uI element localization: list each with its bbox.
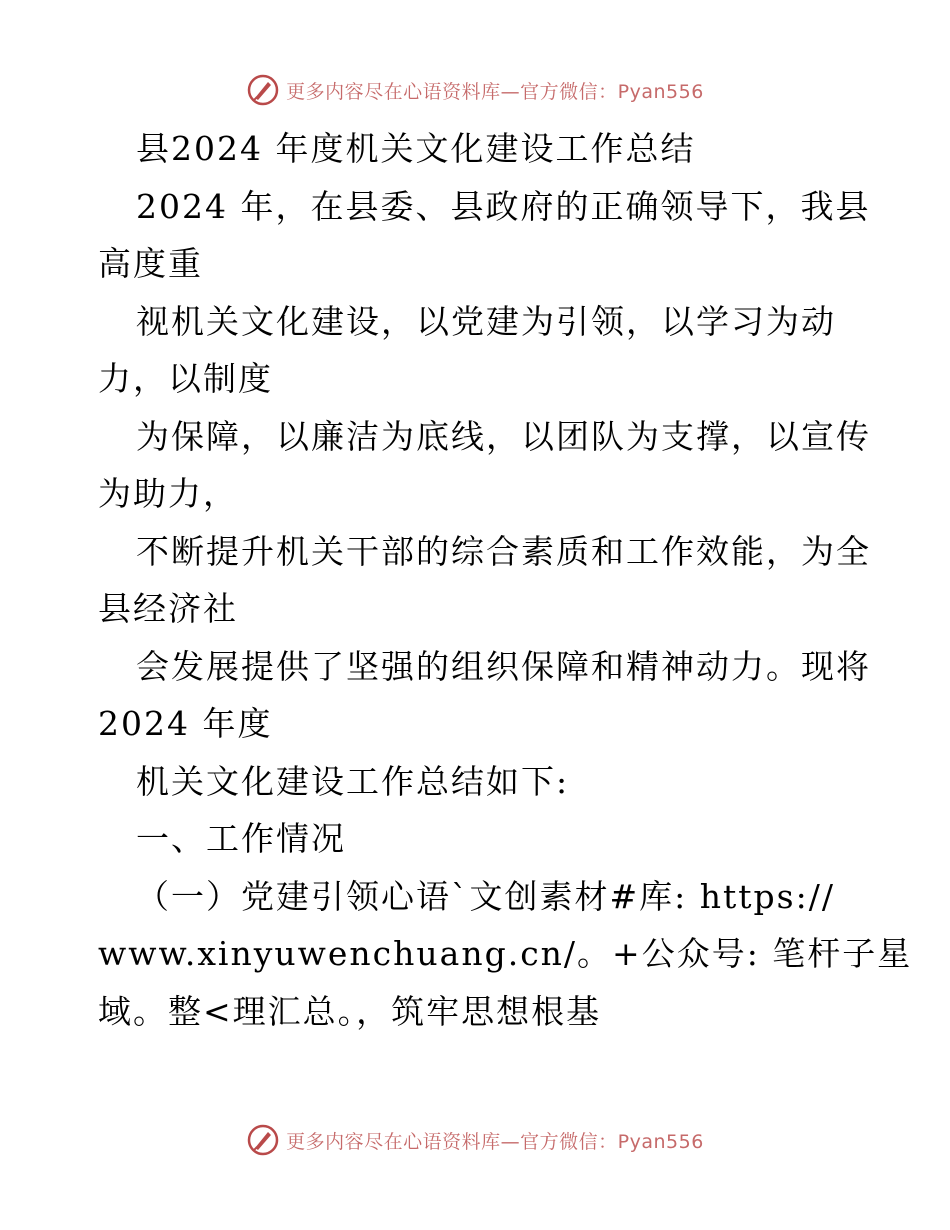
paragraph-line: 县经济社 bbox=[98, 589, 238, 628]
document-title: 县2024 年度机关文化建设工作总结 bbox=[136, 129, 696, 168]
paragraph-line: 为助力， bbox=[98, 474, 238, 513]
paragraph-line: 2024 年，在县委、县政府的正确领导下，我县 bbox=[136, 186, 871, 226]
quill-logo-icon bbox=[246, 73, 280, 107]
paragraph-line: 机关文化建设工作总结如下: bbox=[136, 761, 570, 801]
subsection-heading: （一）党建引领心语`文创素材#库: https:// bbox=[136, 876, 835, 916]
paragraph-line: 会发展提供了坚强的组织保障和精神动力。现将 bbox=[136, 646, 871, 686]
document-body bbox=[98, 120, 913, 1040]
paragraph-line: 不断提升机关干部的综合素质和工作效能，为全 bbox=[136, 531, 871, 571]
paragraph-line: 域。整<理汇总。，筑牢思想根基 bbox=[98, 991, 602, 1031]
paragraph-line: www.xinyuwenchuang.cn/。+公众号: 笔杆子星 bbox=[98, 934, 913, 973]
paragraph-line: 高度重 bbox=[98, 244, 203, 283]
paragraph-line: 视机关文化建设，以党建为引领，以学习为动 bbox=[136, 301, 836, 341]
header-watermark-text: 更多内容尽在心语资料库—官方微信：Pyan556 bbox=[286, 80, 704, 103]
footer-watermark-text: 更多内容尽在心语资料库—官方微信：Pyan556 bbox=[286, 1130, 704, 1153]
paragraph-line: 为保障，以廉洁为底线，以团队为支撑，以宣传 bbox=[136, 416, 871, 456]
paragraph-line: 力，以制度 bbox=[98, 359, 273, 398]
quill-logo-icon bbox=[246, 1123, 280, 1157]
section-heading: 一、工作情况 bbox=[136, 819, 346, 858]
paragraph-line: 2024 年度 bbox=[98, 704, 273, 743]
footer-watermark bbox=[0, 1120, 950, 1160]
header-watermark bbox=[0, 70, 950, 110]
